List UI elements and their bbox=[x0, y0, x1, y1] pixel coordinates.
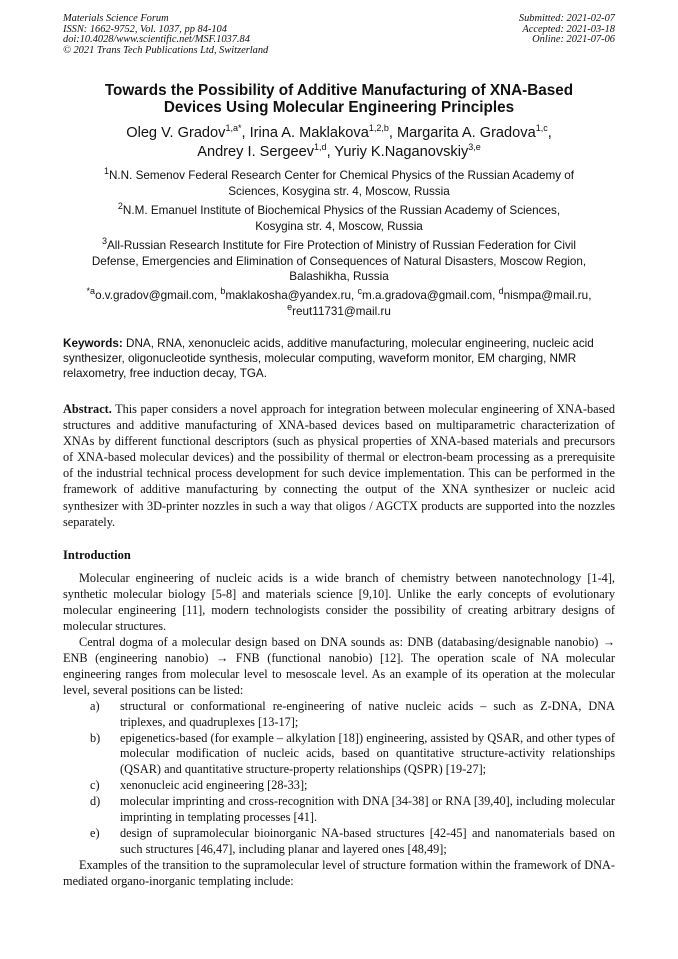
list-item-text: xenonucleic acid engineering [28-33]; bbox=[120, 778, 308, 793]
abstract-section bbox=[63, 401, 615, 530]
author-name: Irina A. Maklakova bbox=[249, 125, 369, 141]
abstract-label: Abstract. bbox=[63, 402, 112, 416]
author-separator: , bbox=[326, 143, 335, 160]
accepted-date: Accepted: 2021-03-18 bbox=[522, 23, 615, 35]
list-item bbox=[63, 731, 615, 779]
author-name: Yuriy K.Naganovskiy bbox=[334, 143, 469, 160]
introduction-body bbox=[63, 571, 615, 890]
list-item-label: a) bbox=[90, 698, 100, 713]
email-address[interactable]: nismpa@mail.ru bbox=[503, 289, 589, 302]
keywords-text: DNA, RNA, xenonucleic acids, additive manufacturing, molecular engineering, nucleic acid synthesizer, oligonucleotide synthesis, molecular computing, waveform monitor, EM charging, NMR relaxometry, free induction decay, TGA. bbox=[63, 337, 594, 380]
list-item-label: d) bbox=[90, 794, 101, 809]
doi-line: doi:10.4028/www.scientific.net/MSF.1037.84 bbox=[63, 34, 250, 46]
list-item bbox=[63, 826, 615, 858]
email-mark: e bbox=[287, 301, 293, 312]
author-name: Margarita A. Gradova bbox=[396, 125, 536, 141]
author-separator: , bbox=[547, 125, 552, 141]
author-affiliation-mark: 1,c bbox=[535, 123, 548, 134]
author-name: Andrey I. Sergeev bbox=[197, 143, 315, 160]
title-line-1: Towards the Possibility of Additive Manufacturing of XNA-Based bbox=[104, 82, 574, 99]
introduction-heading: Introduction bbox=[63, 548, 131, 562]
publication-dates bbox=[519, 14, 615, 46]
list-item bbox=[63, 699, 615, 731]
affiliation-text: Balashikha, Russia bbox=[289, 270, 389, 283]
author-affiliation-mark: 3,e bbox=[468, 141, 481, 152]
title-line-2: Devices Using Molecular Engineering Principles bbox=[163, 99, 515, 116]
affiliation-3 bbox=[68, 238, 610, 285]
affiliation-number: 1 bbox=[103, 166, 109, 177]
email-mark: b bbox=[220, 286, 226, 297]
intro-paragraph-3: Examples of the transition to the supramolecular level of structure formation within the framework of DNA-mediated organo-inorganic templating include: bbox=[63, 858, 615, 889]
abstract-text: This paper considers a novel approach for integration between molecular engineering of XNA-based structures and additive manufacturing of XNA-based devices based on multiparametric characterization of XNAs by different functional descriptors (such as physical properties of XNA-based materials and precursors of XNA-based molecular devices) and the possibility of thermal or electron-beam processing as a prerequisite of the industrial technical process development for such device implementation. This can be performed in the framework of additive manufacturing by connecting the output of the XNA synthesizer or nucleic acid synthesizer with 3D-printer nozzles in such a way that oligos / AGCTX products are supported into the nozzles separately. bbox=[63, 402, 616, 529]
author-separator: , bbox=[388, 125, 397, 141]
list-item-text: epigenetics-based (for example – alkylation [18]) engineering, assisted by QSAR, and other types of molecular modification of nucleic acids, based on quantitative structure-activity relationships (QSAR) and quantitative structure-property relationships (QSPR) [19-27]; bbox=[120, 730, 615, 777]
list-item-label: c) bbox=[90, 778, 100, 793]
list-item-text: design of supramolecular bioinorganic NA-based structures [42-45] and nanomaterials based on such structures [46,47], including planar and layered ones [48,49]; bbox=[120, 826, 615, 857]
email-address[interactable]: maklakosha@yandex.ru bbox=[225, 289, 351, 302]
email-address[interactable]: o.v.gradov@gmail.com bbox=[95, 289, 214, 302]
affiliation-2 bbox=[68, 203, 610, 234]
affiliation-text: N.N. Semenov Federal Research Center for Chemical Physics of the Russian Academy of bbox=[108, 169, 575, 182]
affiliation-text: N.M. Emanuel Institute of Biochemical Physics of the Russian Academy of Sciences, bbox=[122, 204, 561, 217]
email-mark: c bbox=[357, 286, 362, 297]
email-mark: d bbox=[498, 286, 504, 297]
keywords-section bbox=[63, 337, 615, 381]
journal-info bbox=[63, 14, 268, 56]
author-name: Oleg V. Gradov bbox=[126, 125, 226, 141]
author-affiliation-mark: 1,d bbox=[314, 141, 327, 152]
author-affiliation-mark: 1,2,b bbox=[368, 123, 389, 134]
list-item bbox=[63, 794, 615, 826]
email-address[interactable]: reut11731@mail.ru bbox=[292, 304, 391, 318]
author-separator: , bbox=[241, 125, 250, 141]
list-item-label: e) bbox=[90, 826, 100, 841]
affiliation-text: Sciences, Kosygina str. 4, Moscow, Russia bbox=[228, 184, 450, 198]
paper-title bbox=[63, 82, 615, 116]
intro-paragraph-1: Molecular engineering of nucleic acids is a wide branch of chemistry between nanotechnology [1-4], synthetic molecular biology [5-8] and materials science [9,10]. Unlike the early concepts of evolutionary molecular engineering [11], modern technologists consider the possibility of creating arbitrary designs of molecular structures. bbox=[63, 571, 615, 633]
email-address[interactable]: m.a.gradova@gmail.com bbox=[361, 289, 493, 302]
copyright-line: © 2021 Trans Tech Publications Ltd, Switzerland bbox=[63, 44, 269, 56]
intro-paragraph-2: Central dogma of a molecular design based on DNA sounds as: DNB (databasing/designable nanobio) → ENB (engineering nanobio) → FNB (functional nanobio) [12]. The operation scale of NA molecular engineering ranges from molecular level to mesoscale level. As an example of its operation at the molecular level, several positions can be listed: bbox=[63, 634, 615, 697]
issn-line: ISSN: 1662-9752, Vol. 1037, pp 84-104 bbox=[63, 23, 227, 35]
keywords-label: Keywords: bbox=[63, 337, 123, 350]
design-positions-list bbox=[63, 699, 615, 859]
affiliation-1 bbox=[68, 168, 610, 199]
list-item-text: structural or conformational re-engineering of native nucleic acids – such as Z-DNA, DNA triplexes, and quadruplexes [13-17]; bbox=[120, 698, 615, 729]
email-mark: *a bbox=[86, 286, 96, 297]
author-list bbox=[63, 124, 615, 161]
affiliation-text: All-Russian Research Institute for Fire Protection of Ministry of Russian Federation for Civil bbox=[107, 239, 576, 252]
list-item-text: molecular imprinting and cross-recognition with DNA [34-38] or RNA [39,40], including molecular imprinting in templating processes [41]. bbox=[120, 794, 615, 825]
affiliation-number: 2 bbox=[117, 201, 123, 212]
list-item bbox=[63, 778, 615, 794]
list-item-label: b) bbox=[90, 730, 101, 745]
submitted-date: Submitted: 2021-02-07 bbox=[518, 13, 615, 24]
affiliation-number: 3 bbox=[102, 236, 108, 247]
journal-name: Materials Science Forum bbox=[63, 13, 169, 24]
online-date: Online: 2021-07-06 bbox=[532, 34, 615, 46]
email-list: $^{*a}$o.v.gradov@gmail.com, $^b$maklakosha@yandex.ru, $^c$m.a.gradova@gmail.com, $^d$nismpa@mail.ru, $^e$reut11731@mail.ru bbox=[86, 286, 592, 318]
affiliation-text: Defense, Emergencies and Elimination of Consequences of Natural Disasters, Moscow Region, bbox=[91, 254, 587, 268]
affiliation-text: Kosygina str. 4, Moscow, Russia bbox=[255, 219, 423, 233]
author-affiliation-mark: 1,a* bbox=[225, 123, 242, 134]
